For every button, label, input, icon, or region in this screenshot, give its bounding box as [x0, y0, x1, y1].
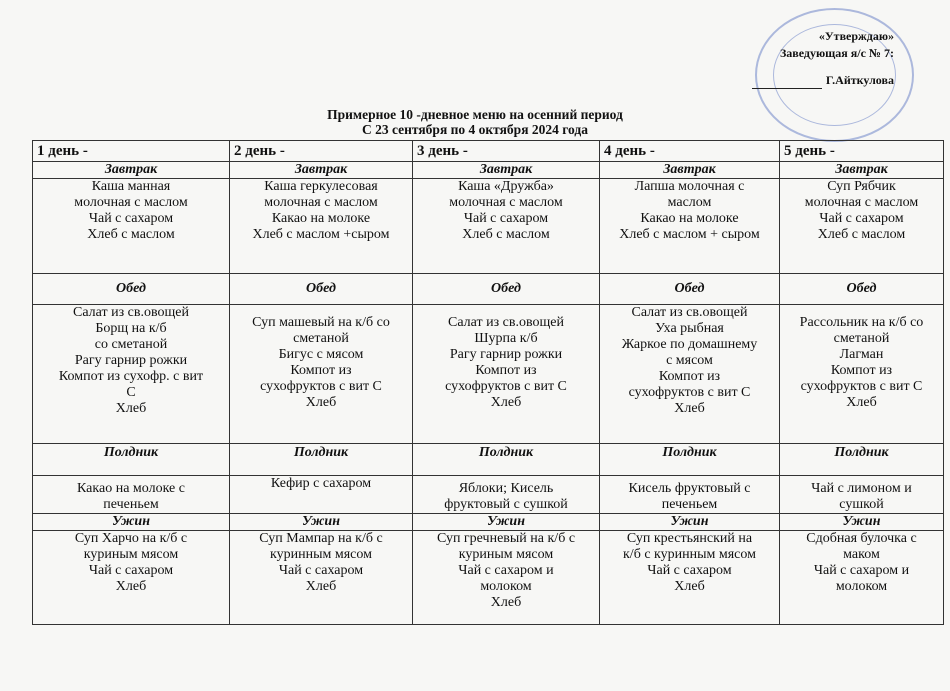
menu-table — [32, 140, 944, 625]
approval-signature-line — [752, 72, 894, 89]
dinner-label: Ужин — [230, 514, 413, 531]
lunch-label: Обед — [600, 274, 780, 305]
lunch-day-1: Салат из св.овощей Борщ на к/б со сметаной Рагу гарнир рожки Компот из сухофр. с вит С Хлеб — [33, 305, 230, 444]
dinner-label: Ужин — [780, 514, 944, 531]
breakfast-label-row — [33, 162, 944, 179]
lunch-day-3: Салат из св.овощей Шурпа к/б Рагу гарнир рожки Компот из сухофруктов с вит С Хлеб — [413, 305, 600, 444]
lunch-day-2: Суп машевый на к/б со сметаной Бигус с мясом Компот из сухофруктов с вит С Хлеб — [230, 305, 413, 444]
snack-label: Полдник — [413, 444, 600, 476]
breakfast-day-4: Лапша молочная с маслом Какао на молоке Хлеб с маслом + сыром — [600, 179, 780, 274]
breakfast-day-3: Каша «Дружба» молочная с маслом Чай с сахаром Хлеб с маслом — [413, 179, 600, 274]
breakfast-day-5: Суп Рябчик молочная с маслом Чай с сахаром Хлеб с маслом — [780, 179, 944, 274]
lunch-label: Обед — [780, 274, 944, 305]
snack-label: Полдник — [780, 444, 944, 476]
snack-day-1: Какао на молоке с печеньем — [33, 476, 230, 514]
breakfast-label: Завтрак — [230, 162, 413, 179]
dinner-row — [33, 531, 944, 625]
snack-row — [33, 476, 944, 514]
title-line-2: С 23 сентября по 4 октября 2024 года — [362, 122, 588, 137]
dinner-label: Ужин — [413, 514, 600, 531]
approval-name: Г.Айткулова — [825, 73, 894, 87]
page-title — [0, 107, 950, 137]
dinner-day-1: Суп Харчо на к/б с куриным мясом Чай с сахаром Хлеб — [33, 531, 230, 625]
day-3-header: 3 день - — [413, 141, 600, 162]
day-1-header: 1 день - — [33, 141, 230, 162]
breakfast-day-1: Каша манная молочная с маслом Чай с сахаром Хлеб с маслом — [33, 179, 230, 274]
day-2-header: 2 день - — [230, 141, 413, 162]
days-header-row — [33, 141, 944, 162]
breakfast-label: Завтрак — [600, 162, 780, 179]
dinner-label-row — [33, 514, 944, 531]
breakfast-label: Завтрак — [33, 162, 230, 179]
snack-day-4: Кисель фруктовый с печеньем — [600, 476, 780, 514]
lunch-label-row — [33, 274, 944, 305]
lunch-row — [33, 305, 944, 444]
snack-day-3: Яблоки; Кисель фруктовый с сушкой — [413, 476, 600, 514]
dinner-day-5: Сдобная булочка с маком Чай с сахаром и молоком — [780, 531, 944, 625]
approval-block — [752, 28, 894, 89]
dinner-label: Ужин — [33, 514, 230, 531]
breakfast-label: Завтрак — [780, 162, 944, 179]
lunch-label: Обед — [230, 274, 413, 305]
lunch-day-4: Салат из св.овощей Уха рыбная Жаркое по домашнему с мясом Компот из сухофруктов с вит С Хлеб — [600, 305, 780, 444]
breakfast-day-2: Каша геркулесовая молочная с маслом Какао на молоке Хлеб с маслом +сыром — [230, 179, 413, 274]
breakfast-row — [33, 179, 944, 274]
day-5-header: 5 день - — [780, 141, 944, 162]
snack-label-row — [33, 444, 944, 476]
dinner-day-3: Суп гречневый на к/б с куриным мясом Чай с сахаром и молоком Хлеб — [413, 531, 600, 625]
snack-label: Полдник — [33, 444, 230, 476]
snack-day-5: Чай с лимоном и сушкой — [780, 476, 944, 514]
approval-position: Заведующая я/с № 7: — [779, 46, 894, 60]
lunch-label: Обед — [33, 274, 230, 305]
signature-underline — [752, 88, 822, 89]
snack-day-2: Кефир с сахаром — [230, 476, 413, 514]
lunch-label: Обед — [413, 274, 600, 305]
snack-label: Полдник — [600, 444, 780, 476]
day-4-header: 4 день - — [600, 141, 780, 162]
snack-label: Полдник — [230, 444, 413, 476]
title-line-1: Примерное 10 -дневное меню на осенний период — [327, 107, 623, 122]
dinner-day-4: Суп крестьянский на к/б с куринным мясом Чай с сахаром Хлеб — [600, 531, 780, 625]
dinner-label: Ужин — [600, 514, 780, 531]
approval-title: «Утверждаю» — [818, 29, 894, 43]
breakfast-label: Завтрак — [413, 162, 600, 179]
lunch-day-5: Рассольник на к/б со сметаной Лагман Компот из сухофруктов с вит С Хлеб — [780, 305, 944, 444]
dinner-day-2: Суп Мампар на к/б с куринным мясом Чай с сахаром Хлеб — [230, 531, 413, 625]
